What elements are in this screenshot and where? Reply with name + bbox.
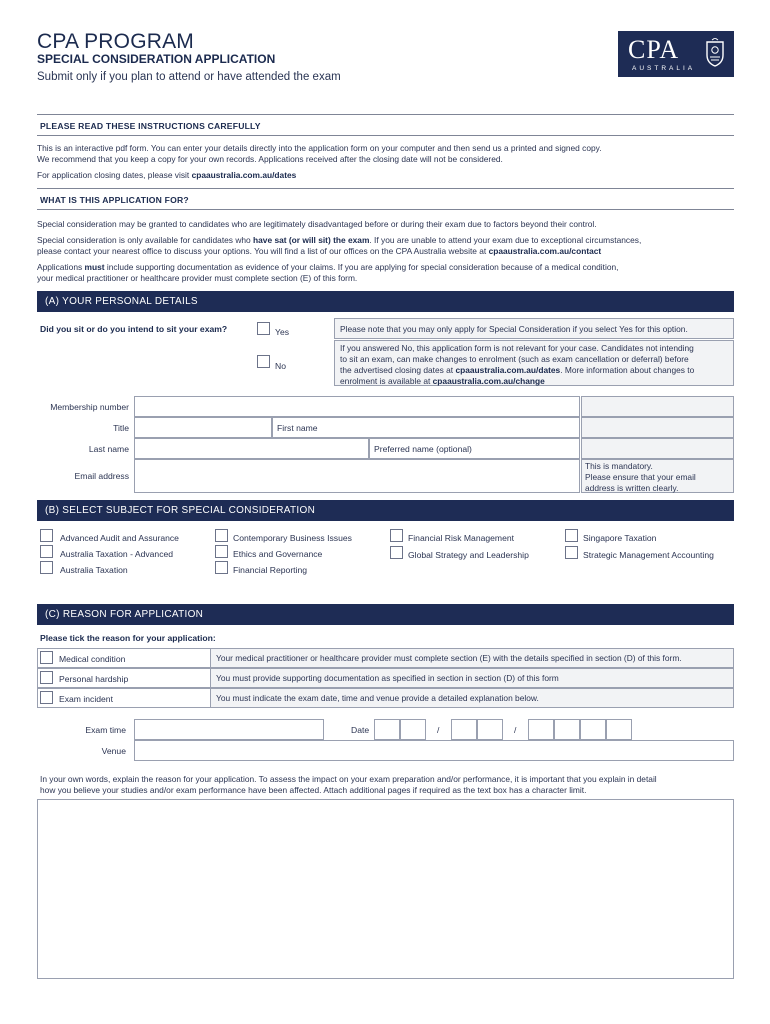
instructions-line-1: This is an interactive pdf form. You can enter your details directly into the application form on your computer and then send us a printed and signed copy. xyxy=(37,143,602,153)
subject-checkbox[interactable] xyxy=(40,561,53,574)
title-label: Title xyxy=(113,423,129,433)
subject-label: Contemporary Business Issues xyxy=(233,533,352,543)
reason-note-box xyxy=(210,668,734,688)
reason-label: Exam incident xyxy=(59,694,113,704)
sit-exam-question: Did you sit or do you intend to sit your exam? xyxy=(40,324,228,334)
subject-checkbox[interactable] xyxy=(390,546,403,559)
reason-checkbox-incident[interactable] xyxy=(40,691,53,704)
divider xyxy=(37,188,734,189)
date-digit-input[interactable] xyxy=(528,719,554,740)
divider xyxy=(37,114,734,115)
exam-time-label: Exam time xyxy=(85,725,126,735)
membership-number-input[interactable] xyxy=(134,396,580,417)
date-separator: / xyxy=(514,725,517,735)
title-spacer xyxy=(581,417,734,438)
explain-text: In your own words, explain the reason for your application. To assess the impact on your exam preparation and/or performance, it is important that you explain in detail how you believe your studies and/or exam performance have been affected. Attach additional pages if required as the text box has a character limit. xyxy=(40,774,657,795)
subject-checkbox[interactable] xyxy=(40,529,53,542)
subject-checkbox[interactable] xyxy=(215,529,228,542)
date-digit-input[interactable] xyxy=(451,719,477,740)
date-digit-input[interactable] xyxy=(374,719,400,740)
divider xyxy=(37,135,734,136)
subject-checkbox[interactable] xyxy=(215,545,228,558)
subject-checkbox[interactable] xyxy=(390,529,403,542)
reason-checkbox-medical[interactable] xyxy=(40,651,53,664)
divider xyxy=(37,209,734,210)
membership-label: Membership number xyxy=(50,402,129,412)
last-name-spacer xyxy=(581,438,734,459)
preferred-name-label: Preferred name (optional) xyxy=(374,444,472,454)
yes-note-box xyxy=(334,318,734,339)
email-input[interactable] xyxy=(134,459,580,493)
email-label: Email address xyxy=(74,471,129,481)
yes-checkbox[interactable] xyxy=(257,322,270,335)
reason-note-box xyxy=(210,648,734,668)
title-input[interactable] xyxy=(134,417,272,438)
subject-label: Financial Risk Management xyxy=(408,533,515,543)
subject-label: Singapore Taxation xyxy=(583,533,657,543)
form-tagline: Submit only if you plan to attend or have attended the exam xyxy=(37,71,341,83)
what-for-heading: WHAT IS THIS APPLICATION FOR? xyxy=(40,195,189,205)
date-label: Date xyxy=(351,725,370,735)
reason-prompt: Please tick the reason for your application: xyxy=(40,633,216,643)
no-note: If you answered No, this application form is not relevant for your case. Candidates not intending to sit an exam, can make changes to enrolment (such as exam cancellation or deferral) before the advertised closing dates at cpaaustralia.com.au/dates. More information about changes to enrolment is available at cpaaustralia.com.au/change xyxy=(340,343,695,386)
membership-spacer xyxy=(581,396,734,417)
exam-time-input[interactable] xyxy=(134,719,324,740)
dates-link[interactable]: cpaaustralia.com.au/dates xyxy=(191,170,297,180)
reason-checkbox-hardship[interactable] xyxy=(40,671,53,684)
reason-note-box xyxy=(210,688,734,708)
crest-icon xyxy=(704,38,726,68)
email-note: This is mandatory. Please ensure that your email address is written clearly. xyxy=(585,461,696,493)
subject-checkbox[interactable] xyxy=(565,546,578,559)
date-digit-input[interactable] xyxy=(400,719,426,740)
reason-note: You must provide supporting documentation as specified in section in section (D) of this form xyxy=(216,673,559,683)
logo-text: CPA xyxy=(628,35,680,64)
last-name-input[interactable] xyxy=(134,438,369,459)
subject-label: Advanced Audit and Assurance xyxy=(60,533,179,543)
what-for-para-1: Special consideration may be granted to candidates who are legitimately disadvantaged before or during their exam due to factors beyond their control. xyxy=(37,219,597,229)
date-digit-input[interactable] xyxy=(477,719,503,740)
subject-label: Strategic Management Accounting xyxy=(583,550,714,560)
venue-label: Venue xyxy=(101,746,126,756)
subject-label: Australia Taxation xyxy=(60,565,128,575)
first-name-input[interactable] xyxy=(272,417,580,438)
what-for-para-2: Special consideration is only available for candidates who have sat (or will sit) the exam. If you are unable to attend your exam due to exceptional circumstances, please contact your nearest office to discuss your options. You will find a list of our offices on the CPA Australia website at cpaaustralia.com.au/contact xyxy=(37,235,642,256)
instructions-line-3: For application closing dates, please visit cpaaustralia.com.au/dates xyxy=(37,170,297,180)
date-digit-input[interactable] xyxy=(580,719,606,740)
cpa-australia-logo xyxy=(618,31,734,77)
subject-label: Financial Reporting xyxy=(233,565,308,575)
page-title: CPA PROGRAM xyxy=(37,30,195,53)
reason-note: Your medical practitioner or healthcare provider must complete section (E) with the details specified in section (D) of this form. xyxy=(216,653,682,663)
date-digit-input[interactable] xyxy=(554,719,580,740)
logo-subtext: AUSTRALIA xyxy=(632,65,696,72)
reason-label: Medical condition xyxy=(59,654,126,664)
reason-note: You must indicate the exam date, time and venue provide a detailed explanation below. xyxy=(216,693,539,703)
preferred-name-input[interactable] xyxy=(369,438,580,459)
email-note-box xyxy=(581,459,734,493)
what-for-para-3: Applications must include supporting documentation as evidence of your claims. If you are applying for special consideration because of a medical condition, your medical practitioner or healthcare provider must complete section (E) of this form. xyxy=(37,262,619,283)
subject-checkbox[interactable] xyxy=(40,545,53,558)
subject-checkbox[interactable] xyxy=(215,561,228,574)
subject-label: Global Strategy and Leadership xyxy=(408,550,529,560)
section-b-header: (B) SELECT SUBJECT FOR SPECIAL CONSIDERATION xyxy=(37,500,734,521)
venue-input[interactable] xyxy=(134,740,734,761)
date-digit-input[interactable] xyxy=(606,719,632,740)
first-name-label: First name xyxy=(277,423,318,433)
form-subtitle: SPECIAL CONSIDERATION APPLICATION xyxy=(37,52,276,66)
explanation-textarea[interactable] xyxy=(37,799,734,979)
contact-link[interactable]: cpaaustralia.com.au/contact xyxy=(488,246,602,256)
last-name-label: Last name xyxy=(88,444,129,454)
subject-checkbox[interactable] xyxy=(565,529,578,542)
no-label: No xyxy=(275,361,286,371)
date-separator: / xyxy=(437,725,440,735)
instructions-line-2: We recommend that you keep a copy for your own records. Applications received after the closing date will not be considered. xyxy=(37,154,503,164)
subject-label: Ethics and Governance xyxy=(233,549,323,559)
section-c-header: (C) REASON FOR APPLICATION xyxy=(37,604,734,625)
no-note-box xyxy=(334,340,734,386)
no-checkbox[interactable] xyxy=(257,355,270,368)
yes-label: Yes xyxy=(275,327,290,337)
reason-label: Personal hardship xyxy=(59,674,129,684)
instructions-heading: PLEASE READ THESE INSTRUCTIONS CAREFULLY xyxy=(40,121,261,131)
section-a-header: (A) YOUR PERSONAL DETAILS xyxy=(37,291,734,312)
subject-label: Australia Taxation - Advanced xyxy=(60,549,174,559)
yes-note: Please note that you may only apply for Special Consideration if you select Yes for this option. xyxy=(340,324,688,334)
